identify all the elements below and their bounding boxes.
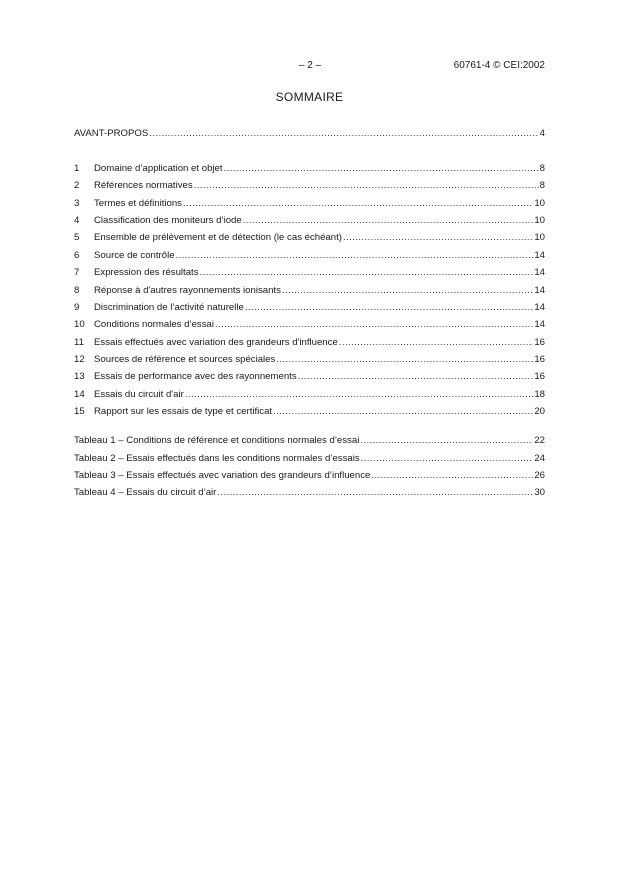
toc-entry-label: Discrimination de l’activité naturelle [94, 301, 244, 313]
toc-entry-label: Ensemble de prélèvement et de détection (le cas échéant) [94, 232, 342, 244]
toc-entry-label: Domaine d’application et objet [94, 162, 223, 174]
toc-entry-label: Conditions normales d’essai [94, 319, 214, 331]
toc-entry-table[interactable] [74, 450, 545, 467]
toc-entry-page: 22 [534, 435, 545, 447]
page-number: – 2 – [298, 60, 322, 71]
toc-leader-dots [224, 160, 539, 177]
toc-entry-page: 26 [534, 470, 545, 482]
toc-entry-page: 8 [539, 180, 545, 192]
toc-entry-section[interactable] [74, 229, 545, 246]
toc-entry-label: Termes et définitions [94, 197, 182, 209]
toc-leader-dots [273, 403, 533, 420]
toc-spacer [74, 142, 545, 159]
toc-entry-number: 1 [74, 162, 80, 174]
toc-entry-page: 18 [534, 388, 545, 400]
toc-leader-dots [276, 351, 533, 368]
toc-entry-label: Essais de performance avec des rayonnements [94, 371, 297, 383]
toc-entry-section[interactable] [74, 299, 545, 316]
toc-entry-foreword[interactable] [74, 125, 545, 142]
toc-leader-dots [361, 450, 534, 467]
toc-entry-page: 30 [534, 487, 545, 499]
toc-entry-page: 16 [534, 371, 545, 383]
toc-entry-page: 10 [534, 214, 545, 226]
toc-leader-dots [298, 368, 534, 385]
toc-entry-section[interactable] [74, 264, 545, 281]
toc-entry-table[interactable] [74, 432, 545, 449]
toc-leader-dots [243, 212, 534, 229]
toc-entry-table[interactable] [74, 484, 545, 501]
toc-leader-dots [343, 229, 533, 246]
toc-entry-section[interactable] [74, 403, 545, 420]
toc-spacer [74, 421, 545, 433]
toc-entry-page: 24 [534, 452, 545, 464]
toc-entry-page: 16 [534, 336, 545, 348]
toc-entry-page: 10 [534, 197, 545, 209]
toc-entry-number: 5 [74, 232, 80, 244]
page-title: SOMMAIRE [275, 90, 344, 104]
toc-entry-number: 13 [74, 371, 85, 383]
toc-leader-dots [339, 334, 534, 351]
toc-entry-number: 11 [74, 336, 84, 348]
toc-entry-section[interactable] [74, 195, 545, 212]
toc-entry-page: 20 [534, 406, 545, 418]
toc-entry-label: Classification des moniteurs d’iode [94, 214, 242, 226]
toc-entry-number: 15 [74, 406, 85, 418]
toc-entry-section[interactable] [74, 247, 545, 264]
toc-entry-section[interactable] [74, 160, 545, 177]
toc-entry-label: Expression des résultats [94, 267, 199, 279]
toc-entry-number: 9 [74, 301, 80, 313]
toc-leader-dots [185, 386, 534, 403]
toc-entry-section[interactable] [74, 177, 545, 194]
toc-entry-label: Rapport sur les essais de type et certificat [94, 406, 273, 418]
toc-entry-section[interactable] [74, 386, 545, 403]
toc-entry-page: 14 [534, 301, 545, 313]
toc-entry-label: Sources de référence et sources spéciales [94, 354, 276, 366]
toc-entry-label: Références normatives [94, 180, 193, 192]
toc-entry-section[interactable] [74, 351, 545, 368]
toc-entry-label: Tableau 4 – Essais du circuit d’air [74, 487, 217, 499]
toc-entry-label: Tableau 1 – Conditions de référence et conditions normales d’essai [74, 435, 360, 447]
toc-entry-section[interactable] [74, 282, 545, 299]
toc-entry-page: 8 [539, 162, 545, 174]
toc-entry-section[interactable] [74, 212, 545, 229]
toc-leader-dots [149, 125, 538, 142]
toc-entry-page: 14 [534, 284, 545, 296]
toc-leader-dots [217, 484, 533, 501]
toc-leader-dots [360, 432, 533, 449]
toc-entry-number: 6 [74, 249, 80, 261]
toc-leader-dots [183, 195, 533, 212]
toc-entry-section[interactable] [74, 368, 545, 385]
toc-entry-number: 3 [74, 197, 80, 209]
toc-entry-label: Essais effectués avec variation des grandeurs d'influence [94, 336, 338, 348]
toc-entry-table[interactable] [74, 467, 545, 484]
toc-leader-dots [176, 247, 534, 264]
toc-entry-page: 14 [534, 319, 545, 331]
toc-entry-section[interactable] [74, 316, 545, 333]
toc-entry-number: 10 [74, 319, 85, 331]
toc-entry-page: 14 [534, 249, 545, 261]
toc-entry-section[interactable] [74, 334, 545, 351]
toc-entry-page: 16 [534, 354, 545, 366]
toc-leader-dots [371, 467, 533, 484]
toc-entry-number: 12 [74, 354, 85, 366]
toc-entry-number: 14 [74, 388, 85, 400]
toc-entry-number: 2 [74, 180, 80, 192]
toc-entry-page: 10 [534, 232, 545, 244]
toc-leader-dots [215, 316, 533, 333]
toc-entry-label: Réponse à d'autres rayonnements ionisants [94, 284, 281, 296]
toc-entry-page: 14 [534, 267, 545, 279]
toc-entry-label: Tableau 3 – Essais effectués avec variation des grandeurs d’influence [74, 470, 371, 482]
toc-entry-page: 4 [539, 128, 545, 139]
toc-leader-dots [194, 177, 539, 194]
toc-entry-label: AVANT-PROPOS [74, 128, 149, 139]
toc-entry-number: 7 [74, 267, 80, 279]
document-reference: 60761-4 © CEI:2002 [453, 60, 545, 71]
toc-entry-label: Essais du circuit d'air [94, 388, 184, 400]
toc-leader-dots [245, 299, 533, 316]
toc-leader-dots [282, 282, 533, 299]
toc-leader-dots [200, 264, 534, 281]
toc-entry-label: Source de contrôle [94, 249, 175, 261]
toc-entry-number: 8 [74, 284, 80, 296]
table-of-contents [74, 125, 545, 502]
toc-entry-number: 4 [74, 214, 80, 226]
toc-entry-label: Tableau 2 – Essais effectués dans les conditions normales d’essais [74, 452, 360, 464]
